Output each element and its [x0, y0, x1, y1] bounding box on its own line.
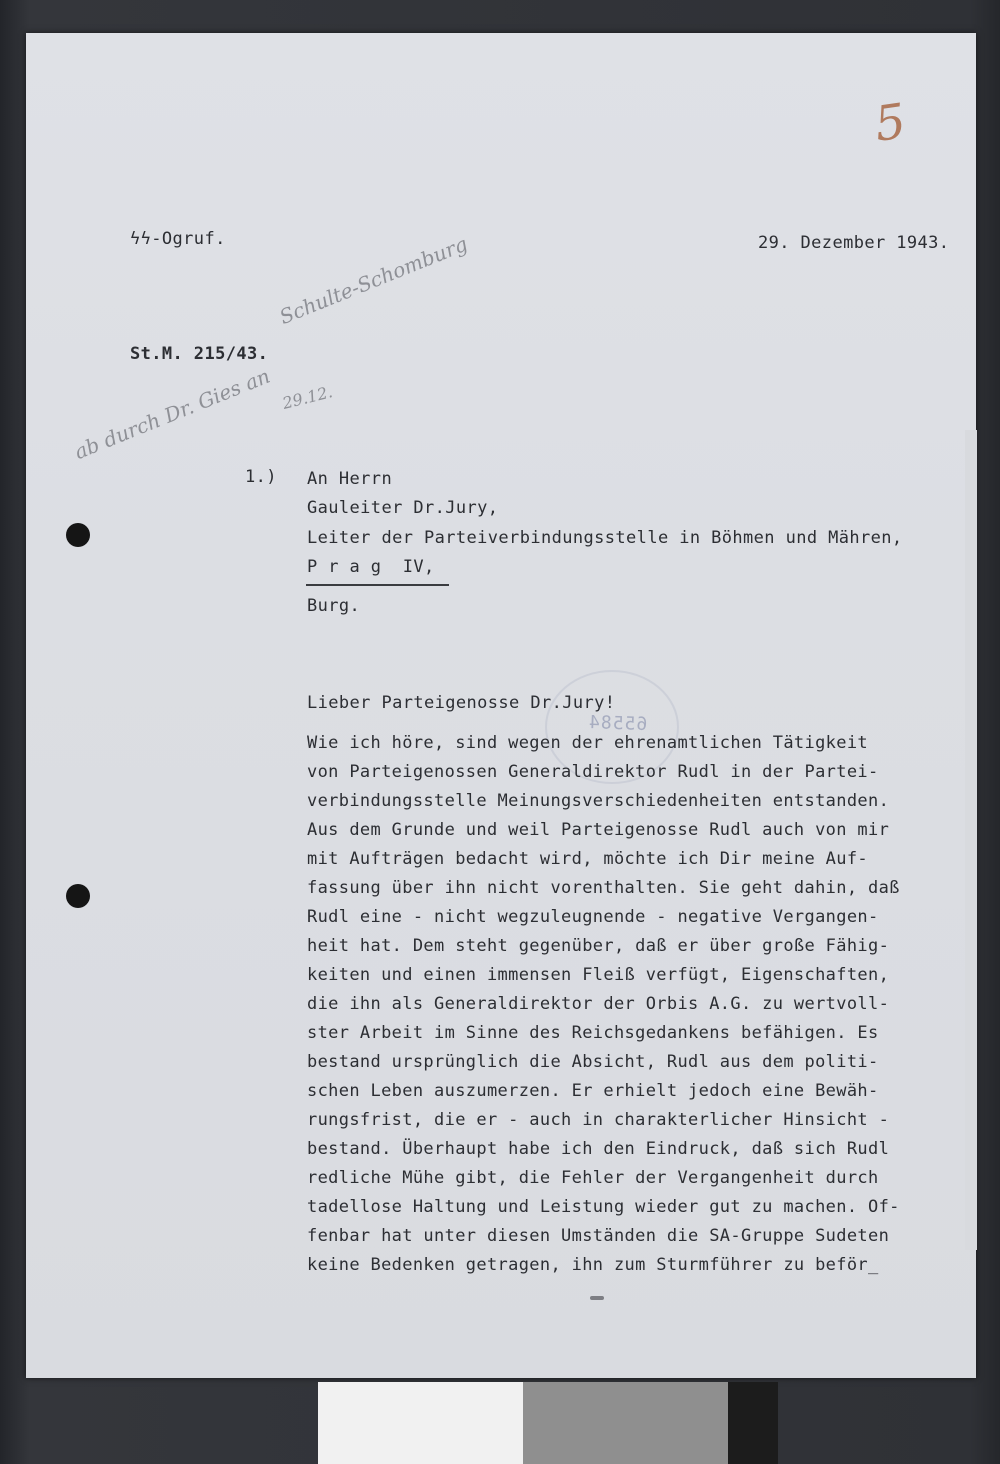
body-line: die ihn als Generaldirektor der Orbis A.G. zu wertvoll- [307, 994, 890, 1014]
body-line: Aus dem Grunde und weil Parteigenosse Rudl auch von mir [307, 820, 890, 840]
body-line: redliche Mühe gibt, die Fehler der Vergangenheit durch [307, 1168, 879, 1188]
body-line: bestand ursprünglich die Absicht, Rudl aus dem politi- [307, 1052, 879, 1072]
recipient-city: P r a g IV, [307, 557, 435, 577]
handwritten-date-note: 29.12. [280, 382, 335, 413]
punch-hole-icon [66, 523, 90, 547]
color-calibration-white [318, 1382, 523, 1464]
recipient-line: An Herrn [307, 469, 393, 489]
paper-edge [965, 430, 977, 1250]
body-line: Rudl eine - nicht wegzuleugnende - negative Vergangen- [307, 907, 879, 927]
body-line: keine Bedenken getragen, ihn zum Sturmführer zu beför_ [307, 1255, 879, 1275]
body-line: schen Leben auszumerzen. Er erhielt jedoch eine Bewäh- [307, 1081, 879, 1101]
body-line: fassung über ihn nicht vorenthalten. Sie geht dahin, daß [307, 878, 900, 898]
body-line: heit hat. Dem steht gegenüber, daß er über große Fähig- [307, 936, 890, 956]
ink-smudge [590, 1296, 604, 1300]
archive-stamp: 65584 [587, 711, 648, 736]
body-line: tadellose Haltung und Leistung wieder gut zu machen. Of- [307, 1197, 900, 1217]
color-calibration-dark [728, 1382, 778, 1464]
recipient-line: Gauleiter Dr.Jury, [307, 498, 499, 518]
body-line: verbindungsstelle Meinungsverschiedenheiten entstanden. [307, 791, 890, 811]
punch-hole-icon [66, 884, 90, 908]
body-line: bestand. Überhaupt habe ich den Eindruck, daß sich Rudl [307, 1139, 890, 1159]
body-line: rungsfrist, die er - auch in charakterlicher Hinsicht - [307, 1110, 890, 1130]
salutation: Lieber Parteigenosse Dr.Jury! [307, 693, 616, 713]
color-calibration-grey [523, 1382, 728, 1464]
reference-number: St.M. 215/43. [130, 344, 269, 364]
date-line: 29. Dezember 1943. [758, 233, 950, 253]
body-line: Wie ich höre, sind wegen der ehrenamtlichen Tätigkeit [307, 733, 868, 753]
recipient-line: Leiter der Parteiverbindungsstelle in Böhmen und Mähren, [307, 528, 903, 548]
body-line: fenbar hat unter diesen Umständen die SA-Gruppe Sudeten [307, 1226, 890, 1246]
recipient-line: Burg. [307, 596, 361, 616]
body-line: ster Arbeit im Sinne des Reichsgedankens befähigen. Es [307, 1023, 879, 1043]
page-number-mark: 5 [871, 93, 910, 153]
city-underline [306, 584, 449, 586]
handwritten-margin-note: ab durch Dr. Gies an [71, 363, 274, 464]
body-line: von Parteigenossen Generaldirektor Rudl in der Partei- [307, 762, 879, 782]
recipient-number: 1.) [245, 467, 277, 487]
handwritten-name-note: Schulte-Schomburg [276, 231, 471, 329]
body-line: keiten und einen immensen Fleiß verfügt, Eigenschaften, [307, 965, 890, 985]
body-line: mit Aufträgen bedacht wird, möchte ich Dir meine Auf- [307, 849, 868, 869]
sender-line: ϟϟ-Ogruf. [130, 229, 226, 249]
